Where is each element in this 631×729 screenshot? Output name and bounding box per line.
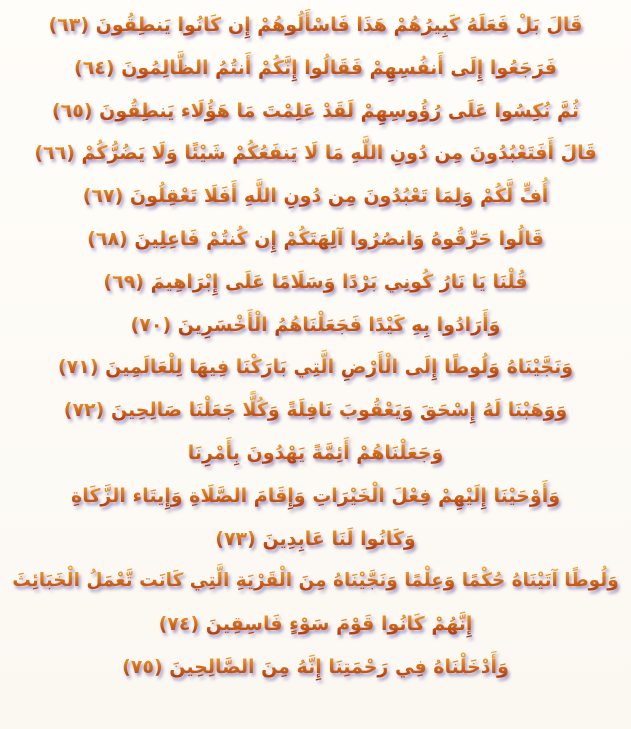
verse-text: وَجَعَلْنَاهُمْ أَئِمَّةً يَهْدُونَ بِأَمْرِنَا: [188, 432, 444, 475]
verse-line-71: [10, 346, 621, 389]
verse-line-63: [10, 4, 621, 47]
verse-line-73a: [10, 432, 621, 475]
verse-line-75: [10, 646, 621, 689]
verse-text: وَوَهَبْنَا لَهُ إِسْحَقَ وَيَعْقُوبَ نَافِلَةً وَكُلًّا جَعَلْنَا صَالِحِينَ (٧٢): [64, 389, 567, 432]
verse-text: قَالَ أَفَتَعْبُدُونَ مِن دُونِ اللَّهِ مَا لَا يَنفَعُكُمْ شَيْئًا وَلَا يَضُرُّكُمْ (٦٦): [34, 132, 596, 175]
verse-text: قَالَ بَلْ فَعَلَهُ كَبِيرُهُمْ هَذَا فَاسْأَلُوهُمْ إِن كَانُوا يَنطِقُونَ (٦٣): [48, 4, 582, 47]
verse-line-68: [10, 218, 621, 261]
verse-line-72: [10, 389, 621, 432]
verse-line-74b: [10, 603, 621, 646]
verse-text: فَرَجَعُوا إِلَى أَنفُسِهِمْ فَقَالُوا إِنَّكُمْ أَنتُمُ الظَّالِمُونَ (٦٤): [74, 47, 557, 90]
verse-line-66: [10, 132, 621, 175]
verse-list: [10, 4, 621, 689]
verse-text: وَكَانُوا لَنَا عَابِدِينَ (٧٣): [215, 518, 415, 561]
verse-line-64: [10, 47, 621, 90]
verse-line-69: [10, 261, 621, 304]
verse-text: وَنَجَّيْنَاهُ وَلُوطًا إِلَى الْأَرْضِ الَّتِي بَارَكْنَا فِيهَا لِلْعَالَمِينَ (٧١): [58, 346, 573, 389]
verse-text: ثُمَّ نُكِسُوا عَلَى رُؤُوسِهِمْ لَقَدْ عَلِمْتَ مَا هَؤُلَاء يَنطِقُونَ (٦٥): [52, 90, 579, 133]
verse-line-67: [10, 175, 621, 218]
verse-text: وَلُوطًا آتَيْنَاهُ حُكْمًا وَعِلْمًا وَنَجَّيْنَاهُ مِنَ الْقَرْيَةِ الَّتِي كَانَت تَّعْمَلُ الْخَبَائِثَ: [12, 560, 618, 603]
verse-text: إِنَّهُمْ كَانُوا قَوْمَ سَوْءٍ فَاسِقِينَ (٧٤): [159, 603, 473, 646]
verse-line-70: [10, 304, 621, 347]
verse-line-74a: [10, 560, 621, 603]
verse-line-73b: [10, 475, 621, 518]
verse-line-65: [10, 90, 621, 133]
verse-text: قُلْنَا يَا نَارُ كُونِي بَرْدًا وَسَلَامًا عَلَى إِبْرَاهِيمَ (٦٩): [103, 261, 527, 304]
verse-text: وَأَدْخَلْنَاهُ فِي رَحْمَتِنَا إِنَّهُ مِنَ الصَّالِحِينَ (٧٥): [122, 646, 509, 689]
verse-line-73c: [10, 518, 621, 561]
verse-text: أُفٍّ لَّكُمْ وَلِمَا تَعْبُدُونَ مِن دُونِ اللَّهِ أَفَلَا تَعْقِلُونَ (٦٧): [83, 175, 549, 218]
verse-text: قَالُوا حَرِّقُوهُ وَانصُرُوا آلِهَتَكُمْ إِن كُنتُمْ فَاعِلِينَ (٦٨): [87, 218, 544, 261]
verse-text: وَأَوْحَيْنَا إِلَيْهِمْ فِعْلَ الْخَيْرَاتِ وَإِقَامَ الصَّلَاةِ وَإِيتَاء الزَّكَاةِ: [71, 475, 560, 518]
verse-text: وَأَرَادُوا بِهِ كَيْدًا فَجَعَلْنَاهُمُ الْأَخْسَرِينَ (٧٠): [131, 304, 501, 347]
